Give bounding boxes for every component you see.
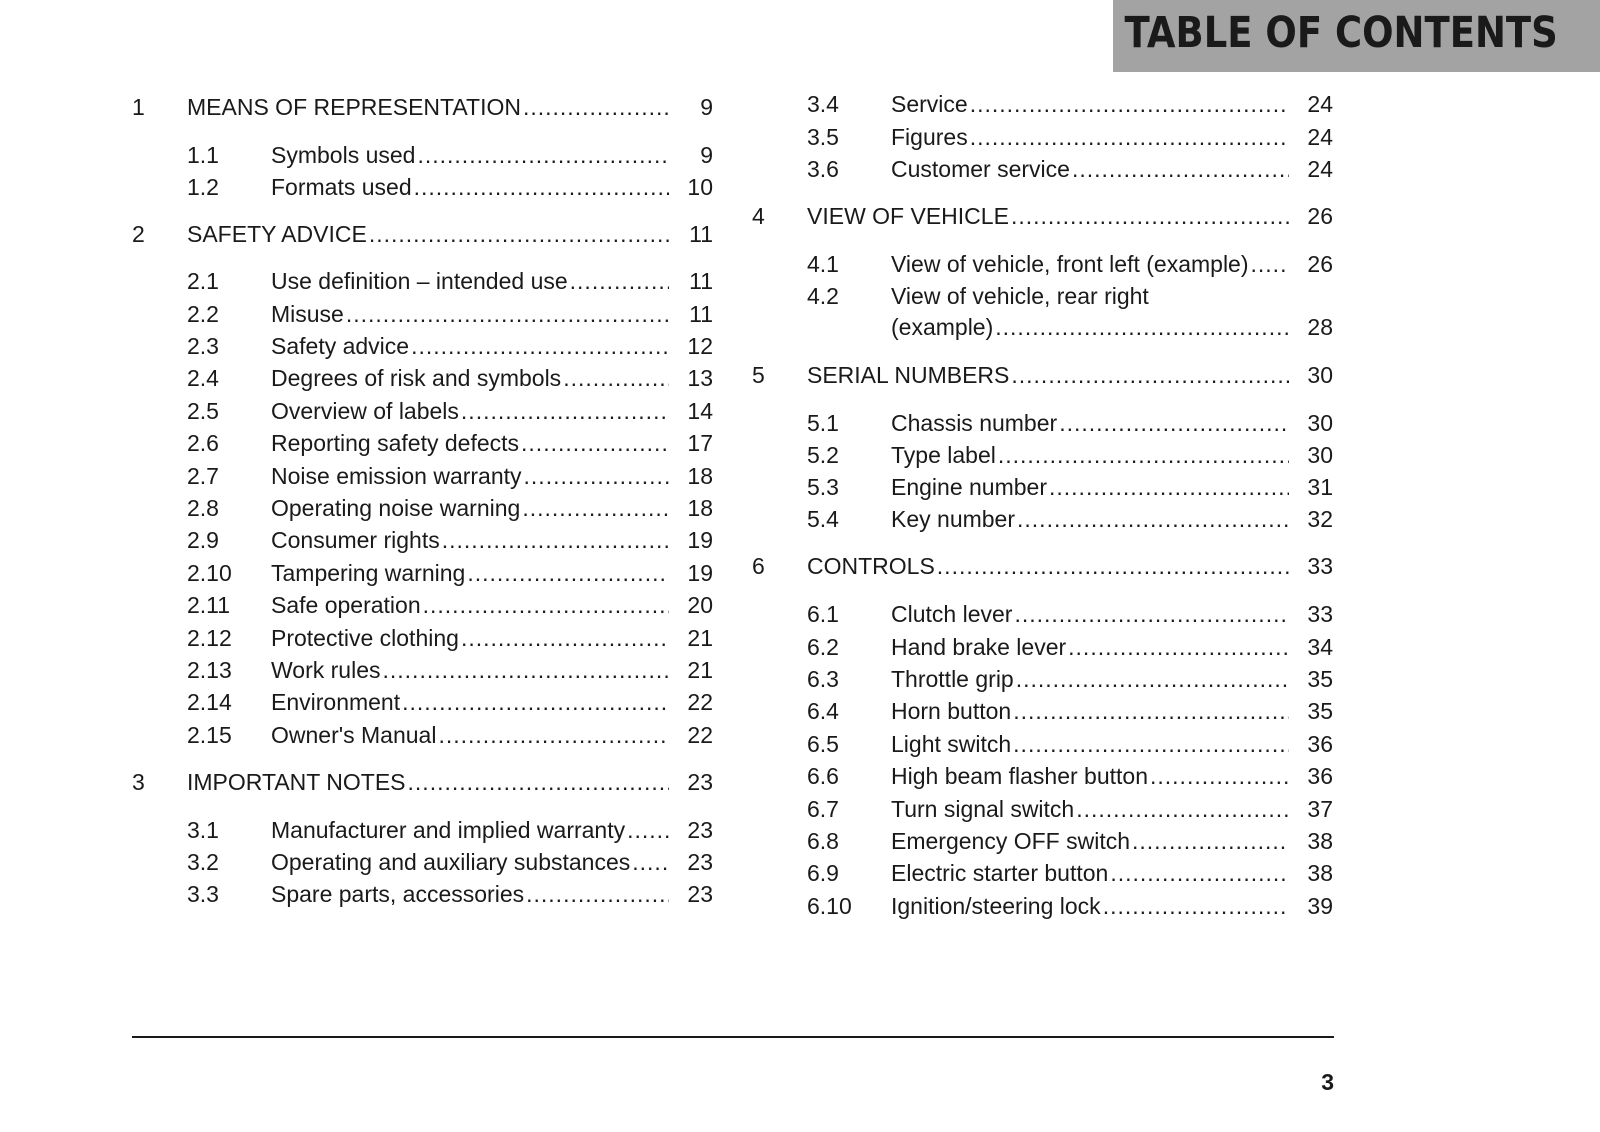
leader-dots <box>1103 891 1289 921</box>
toc-section-entry[interactable] <box>187 815 713 845</box>
leader-dots <box>1072 154 1289 184</box>
toc-entry-page: 30 <box>1307 410 1333 436</box>
toc-entry-page: 28 <box>1307 314 1333 340</box>
toc-entry-page: 26 <box>1307 251 1333 277</box>
toc-entry-page: 24 <box>1307 156 1333 182</box>
toc-entry-title: Horn button <box>891 698 1012 724</box>
toc-entry-number: 5 <box>752 362 765 388</box>
toc-entry-title: Misuse <box>271 301 344 327</box>
toc-section-entry[interactable] <box>807 122 1333 152</box>
toc-entry-page: 31 <box>1307 474 1333 500</box>
toc-entry-number: 6.8 <box>807 828 839 854</box>
toc-entry-page: 35 <box>1307 698 1333 724</box>
toc-entry-title: Operating and auxiliary substances <box>271 849 631 875</box>
toc-section-entry[interactable] <box>187 428 713 458</box>
toc-entry-page: 39 <box>1307 893 1333 919</box>
toc-section-entry[interactable] <box>807 696 1333 726</box>
toc-section-entry[interactable] <box>187 623 713 653</box>
toc-section-entry[interactable] <box>807 729 1333 759</box>
toc-entry-number: 2.14 <box>187 689 232 715</box>
toc-section-entry[interactable] <box>187 140 713 170</box>
toc-chapter-entry[interactable] <box>752 360 1333 390</box>
toc-section-entry[interactable] <box>187 847 713 877</box>
leader-dots <box>383 655 670 685</box>
toc-entry-number: 2.6 <box>187 430 219 456</box>
leader-dots <box>461 623 669 653</box>
toc-entry-title: Type label <box>891 442 996 468</box>
toc-entry-number: 6 <box>752 553 765 579</box>
leader-dots <box>524 461 669 491</box>
leader-dots <box>627 815 669 845</box>
toc-entry-title: Chassis number <box>891 410 1058 436</box>
toc-entry-page: 23 <box>687 849 713 875</box>
toc-entry-title: VIEW OF VEHICLE <box>807 203 1009 229</box>
toc-entry-page: 26 <box>1307 203 1333 229</box>
toc-entry-number: 2.3 <box>187 333 219 359</box>
toc-entry-page: 11 <box>689 268 713 294</box>
toc-entry-page: 22 <box>687 689 713 715</box>
toc-section-entry[interactable] <box>187 558 713 588</box>
toc-entry-title: Engine number <box>891 474 1047 500</box>
toc-entry-continuation[interactable] <box>807 312 1333 342</box>
leader-dots <box>995 312 1289 342</box>
toc-entry-title: Tampering warning <box>271 560 466 586</box>
toc-entry-number: 1 <box>132 94 145 120</box>
toc-entry-number: 3.2 <box>187 849 219 875</box>
toc-entry-title: Safety advice <box>271 333 410 359</box>
toc-entry-number: 5.1 <box>807 410 839 436</box>
toc-entry-title: Emergency OFF switch <box>891 828 1130 854</box>
toc-entry-number: 2.8 <box>187 495 219 521</box>
toc-entry-page: 38 <box>1307 860 1333 886</box>
toc-entry-page: 24 <box>1307 91 1333 117</box>
toc-entry-page: 20 <box>687 592 713 618</box>
toc-entry-title: Overview of labels <box>271 398 459 424</box>
toc-chapter-entry[interactable] <box>752 201 1333 231</box>
toc-entry-page: 36 <box>1307 731 1333 757</box>
leader-dots <box>346 299 669 329</box>
leader-dots <box>970 122 1289 152</box>
toc-section-entry[interactable] <box>807 440 1333 470</box>
toc-entry-number: 2.9 <box>187 527 219 553</box>
toc-entry-page: 33 <box>1307 553 1333 579</box>
toc-entry-number: 4 <box>752 203 765 229</box>
toc-section-entry[interactable] <box>187 266 713 296</box>
toc-entry-page: 33 <box>1307 601 1333 627</box>
leader-dots <box>1016 664 1289 694</box>
toc-section-entry[interactable] <box>187 655 713 685</box>
toc-entry-title: Consumer rights <box>271 527 440 553</box>
leader-dots <box>1068 632 1289 662</box>
toc-entry-title: Hand brake lever <box>891 634 1067 660</box>
toc-section-entry[interactable] <box>807 599 1333 629</box>
leader-dots <box>1017 504 1289 534</box>
toc-chapter-entry[interactable] <box>752 551 1333 581</box>
toc-entry-number: 2.12 <box>187 625 232 651</box>
toc-section-entry[interactable] <box>187 331 713 361</box>
page-number: 3 <box>1321 1069 1334 1095</box>
toc-section-entry[interactable] <box>187 720 713 750</box>
leader-dots <box>417 140 669 170</box>
leader-dots <box>523 92 669 122</box>
leader-dots <box>408 767 669 797</box>
leader-dots <box>461 396 669 426</box>
leader-dots <box>402 687 669 717</box>
leader-dots <box>570 266 669 296</box>
leader-dots <box>1251 249 1289 279</box>
toc-entry-title: Electric starter button <box>891 860 1109 886</box>
toc-entry-title: CONTROLS <box>807 553 935 579</box>
toc-entry-number: 6.5 <box>807 731 839 757</box>
toc-entry-title: Use definition – intended use <box>271 268 568 294</box>
toc-entry-number: 3 <box>132 769 145 795</box>
leader-dots <box>563 363 669 393</box>
leader-dots <box>423 590 669 620</box>
toc-entry-title: Reporting safety defects <box>271 430 520 456</box>
toc-entry-title: Protective clothing <box>271 625 459 651</box>
toc-entry-number: 5.4 <box>807 506 839 532</box>
toc-entry-title: Environment <box>271 689 401 715</box>
toc-entry-page: 11 <box>689 301 713 327</box>
toc-entry-page: 21 <box>687 657 713 683</box>
toc-entry-title: Degrees of risk and symbols <box>271 365 562 391</box>
toc-entry-number: 3.6 <box>807 156 839 182</box>
leader-dots <box>1110 858 1289 888</box>
toc-entry-title: SERIAL NUMBERS <box>807 362 1010 388</box>
toc-entry-page: 35 <box>1307 666 1333 692</box>
toc-entry-title: Light switch <box>891 731 1012 757</box>
toc-entry-title: Throttle grip <box>891 666 1014 692</box>
toc-entry-page: 19 <box>687 560 713 586</box>
toc-chapter-entry[interactable] <box>132 219 713 249</box>
toc-section-entry[interactable] <box>187 590 713 620</box>
toc-entry-page: 18 <box>687 463 713 489</box>
toc-entry-title: View of vehicle, front left (example) <box>891 251 1249 277</box>
toc-entry-number: 5.2 <box>807 442 839 468</box>
leader-dots <box>1150 761 1289 791</box>
leader-dots <box>1132 826 1289 856</box>
toc-entry-number: 2.5 <box>187 398 219 424</box>
toc-entry-page: 32 <box>1307 506 1333 532</box>
toc-entry-number: 2.4 <box>187 365 219 391</box>
toc-section-entry[interactable] <box>187 493 713 523</box>
toc-entry-title: IMPORTANT NOTES <box>187 769 406 795</box>
leader-dots <box>442 525 669 555</box>
leader-dots <box>526 879 669 909</box>
leader-dots <box>414 172 669 202</box>
leader-dots <box>1011 201 1289 231</box>
toc-entry-title: Figures <box>891 124 968 150</box>
toc-entry-page: 22 <box>687 722 713 748</box>
toc-section-entry[interactable] <box>807 281 1333 311</box>
toc-entry-number: 2 <box>132 221 145 247</box>
toc-entry-title: Symbols used <box>271 142 416 168</box>
toc-entry-number: 2.15 <box>187 722 232 748</box>
leader-dots <box>369 219 669 249</box>
toc-entry-page: 24 <box>1307 124 1333 150</box>
toc-entry-number: 6.4 <box>807 698 839 724</box>
toc-section-entry[interactable] <box>187 172 713 202</box>
toc-entry-page: 9 <box>700 142 713 168</box>
toc-entry-title: (example) <box>891 314 994 340</box>
toc-section-entry[interactable] <box>807 891 1333 921</box>
leader-dots <box>1076 794 1289 824</box>
toc-entry-title: SAFETY ADVICE <box>187 221 367 247</box>
toc-section-entry[interactable] <box>807 249 1333 279</box>
toc-section-entry[interactable] <box>807 504 1333 534</box>
toc-entry-page: 19 <box>687 527 713 553</box>
toc-entry-page: 23 <box>687 881 713 907</box>
toc-entry-title: Service <box>891 91 968 117</box>
toc-entry-number: 2.13 <box>187 657 232 683</box>
toc-section-entry[interactable] <box>807 408 1333 438</box>
toc-entry-number: 2.7 <box>187 463 219 489</box>
toc-entry-number: 6.2 <box>807 634 839 660</box>
leader-dots <box>521 428 669 458</box>
toc-entry-page: 9 <box>700 94 713 120</box>
leader-dots <box>1014 599 1289 629</box>
toc-section-entry[interactable] <box>807 858 1333 888</box>
toc-entry-number: 6.3 <box>807 666 839 692</box>
toc-entry-number: 1.1 <box>187 142 219 168</box>
toc-entry-number: 5.3 <box>807 474 839 500</box>
toc-entry-number: 4.1 <box>807 251 839 277</box>
toc-entry-page: 17 <box>687 430 713 456</box>
toc-entry-title: Formats used <box>271 174 412 200</box>
leader-dots <box>467 558 669 588</box>
toc-entry-title: Owner's Manual <box>271 722 437 748</box>
toc-entry-title: Spare parts, accessories <box>271 881 525 907</box>
toc-entry-page: 30 <box>1307 442 1333 468</box>
leader-dots <box>411 331 669 361</box>
toc-section-entry[interactable] <box>807 632 1333 662</box>
toc-section-entry[interactable] <box>187 396 713 426</box>
toc-entry-title: Noise emission warranty <box>271 463 522 489</box>
toc-entry-number: 6.9 <box>807 860 839 886</box>
toc-entry-number: 4.2 <box>807 283 839 309</box>
toc-entry-number: 2.1 <box>187 268 219 294</box>
toc-entry-page: 21 <box>687 625 713 651</box>
toc-entry-number: 2.11 <box>187 592 231 618</box>
toc-entry-title: Ignition/steering lock <box>891 893 1101 919</box>
leader-dots <box>1013 729 1289 759</box>
toc-entry-number: 3.4 <box>807 91 839 117</box>
page-title: TABLE OF CONTENTS <box>1124 8 1558 58</box>
toc-section-entry[interactable] <box>807 89 1333 119</box>
toc-entry-number: 3.3 <box>187 881 219 907</box>
toc-entry-number: 6.6 <box>807 763 839 789</box>
toc-entry-number: 2.2 <box>187 301 219 327</box>
toc-section-entry[interactable] <box>187 363 713 393</box>
toc-entry-number: 3.1 <box>187 817 219 843</box>
leader-dots <box>1049 472 1289 502</box>
toc-entry-title: Clutch lever <box>891 601 1013 627</box>
toc-entry-title: Manufacturer and implied warranty <box>271 817 626 843</box>
toc-section-entry[interactable] <box>187 299 713 329</box>
toc-entry-page: 11 <box>689 221 713 247</box>
toc-entry-page: 13 <box>687 365 713 391</box>
toc-entry-number: 1.2 <box>187 174 219 200</box>
leader-dots <box>1059 408 1289 438</box>
toc-entry-page: 38 <box>1307 828 1333 854</box>
toc-entry-number: 6.1 <box>807 601 839 627</box>
toc-entry-title: Customer service <box>891 156 1070 182</box>
toc-entry-page: 14 <box>687 398 713 424</box>
toc-entry-page: 30 <box>1307 362 1333 388</box>
toc-entry-page: 12 <box>687 333 713 359</box>
toc-entry-page: 36 <box>1307 763 1333 789</box>
toc-entry-title: Work rules <box>271 657 381 683</box>
toc-entry-number: 6.10 <box>807 893 852 919</box>
toc-entry-page: 18 <box>687 495 713 521</box>
toc-chapter-entry[interactable] <box>132 767 713 797</box>
toc-section-entry[interactable] <box>187 687 713 717</box>
toc-entry-page: 37 <box>1307 796 1333 822</box>
toc-entry-number: 2.10 <box>187 560 232 586</box>
toc-section-entry[interactable] <box>807 154 1333 184</box>
toc-entry-title: MEANS OF REPRESENTATION <box>187 94 521 120</box>
leader-dots <box>438 720 669 750</box>
toc-chapter-entry[interactable] <box>132 92 713 122</box>
toc-entry-title: Key number <box>891 506 1016 532</box>
toc-entry-number: 3.5 <box>807 124 839 150</box>
leader-dots <box>522 493 669 523</box>
toc-entry-page: 23 <box>687 769 713 795</box>
toc-section-entry[interactable] <box>187 461 713 491</box>
toc-entry-title: Turn signal switch <box>891 796 1075 822</box>
toc-entry-title: Safe operation <box>271 592 421 618</box>
toc-entry-page: 34 <box>1307 634 1333 660</box>
toc-section-entry[interactable] <box>187 879 713 909</box>
toc-entry-title: Operating noise warning <box>271 495 521 521</box>
footer-divider <box>132 1036 1334 1038</box>
toc-entry-title: View of vehicle, rear right <box>891 283 1149 309</box>
toc-section-entry[interactable] <box>807 761 1333 791</box>
leader-dots <box>632 847 669 877</box>
toc-section-entry[interactable] <box>807 826 1333 856</box>
toc-entry-number: 6.7 <box>807 796 839 822</box>
header-banner <box>1113 0 1600 72</box>
toc-entry-page: 23 <box>687 817 713 843</box>
leader-dots <box>1013 696 1289 726</box>
toc-section-entry[interactable] <box>807 472 1333 502</box>
toc-entry-page: 10 <box>687 174 713 200</box>
leader-dots <box>998 440 1289 470</box>
leader-dots <box>1011 360 1289 390</box>
toc-section-entry[interactable] <box>807 794 1333 824</box>
toc-section-entry[interactable] <box>187 525 713 555</box>
leader-dots <box>937 551 1289 581</box>
leader-dots <box>970 89 1289 119</box>
toc-section-entry[interactable] <box>807 664 1333 694</box>
toc-entry-title: High beam flasher button <box>891 763 1148 789</box>
